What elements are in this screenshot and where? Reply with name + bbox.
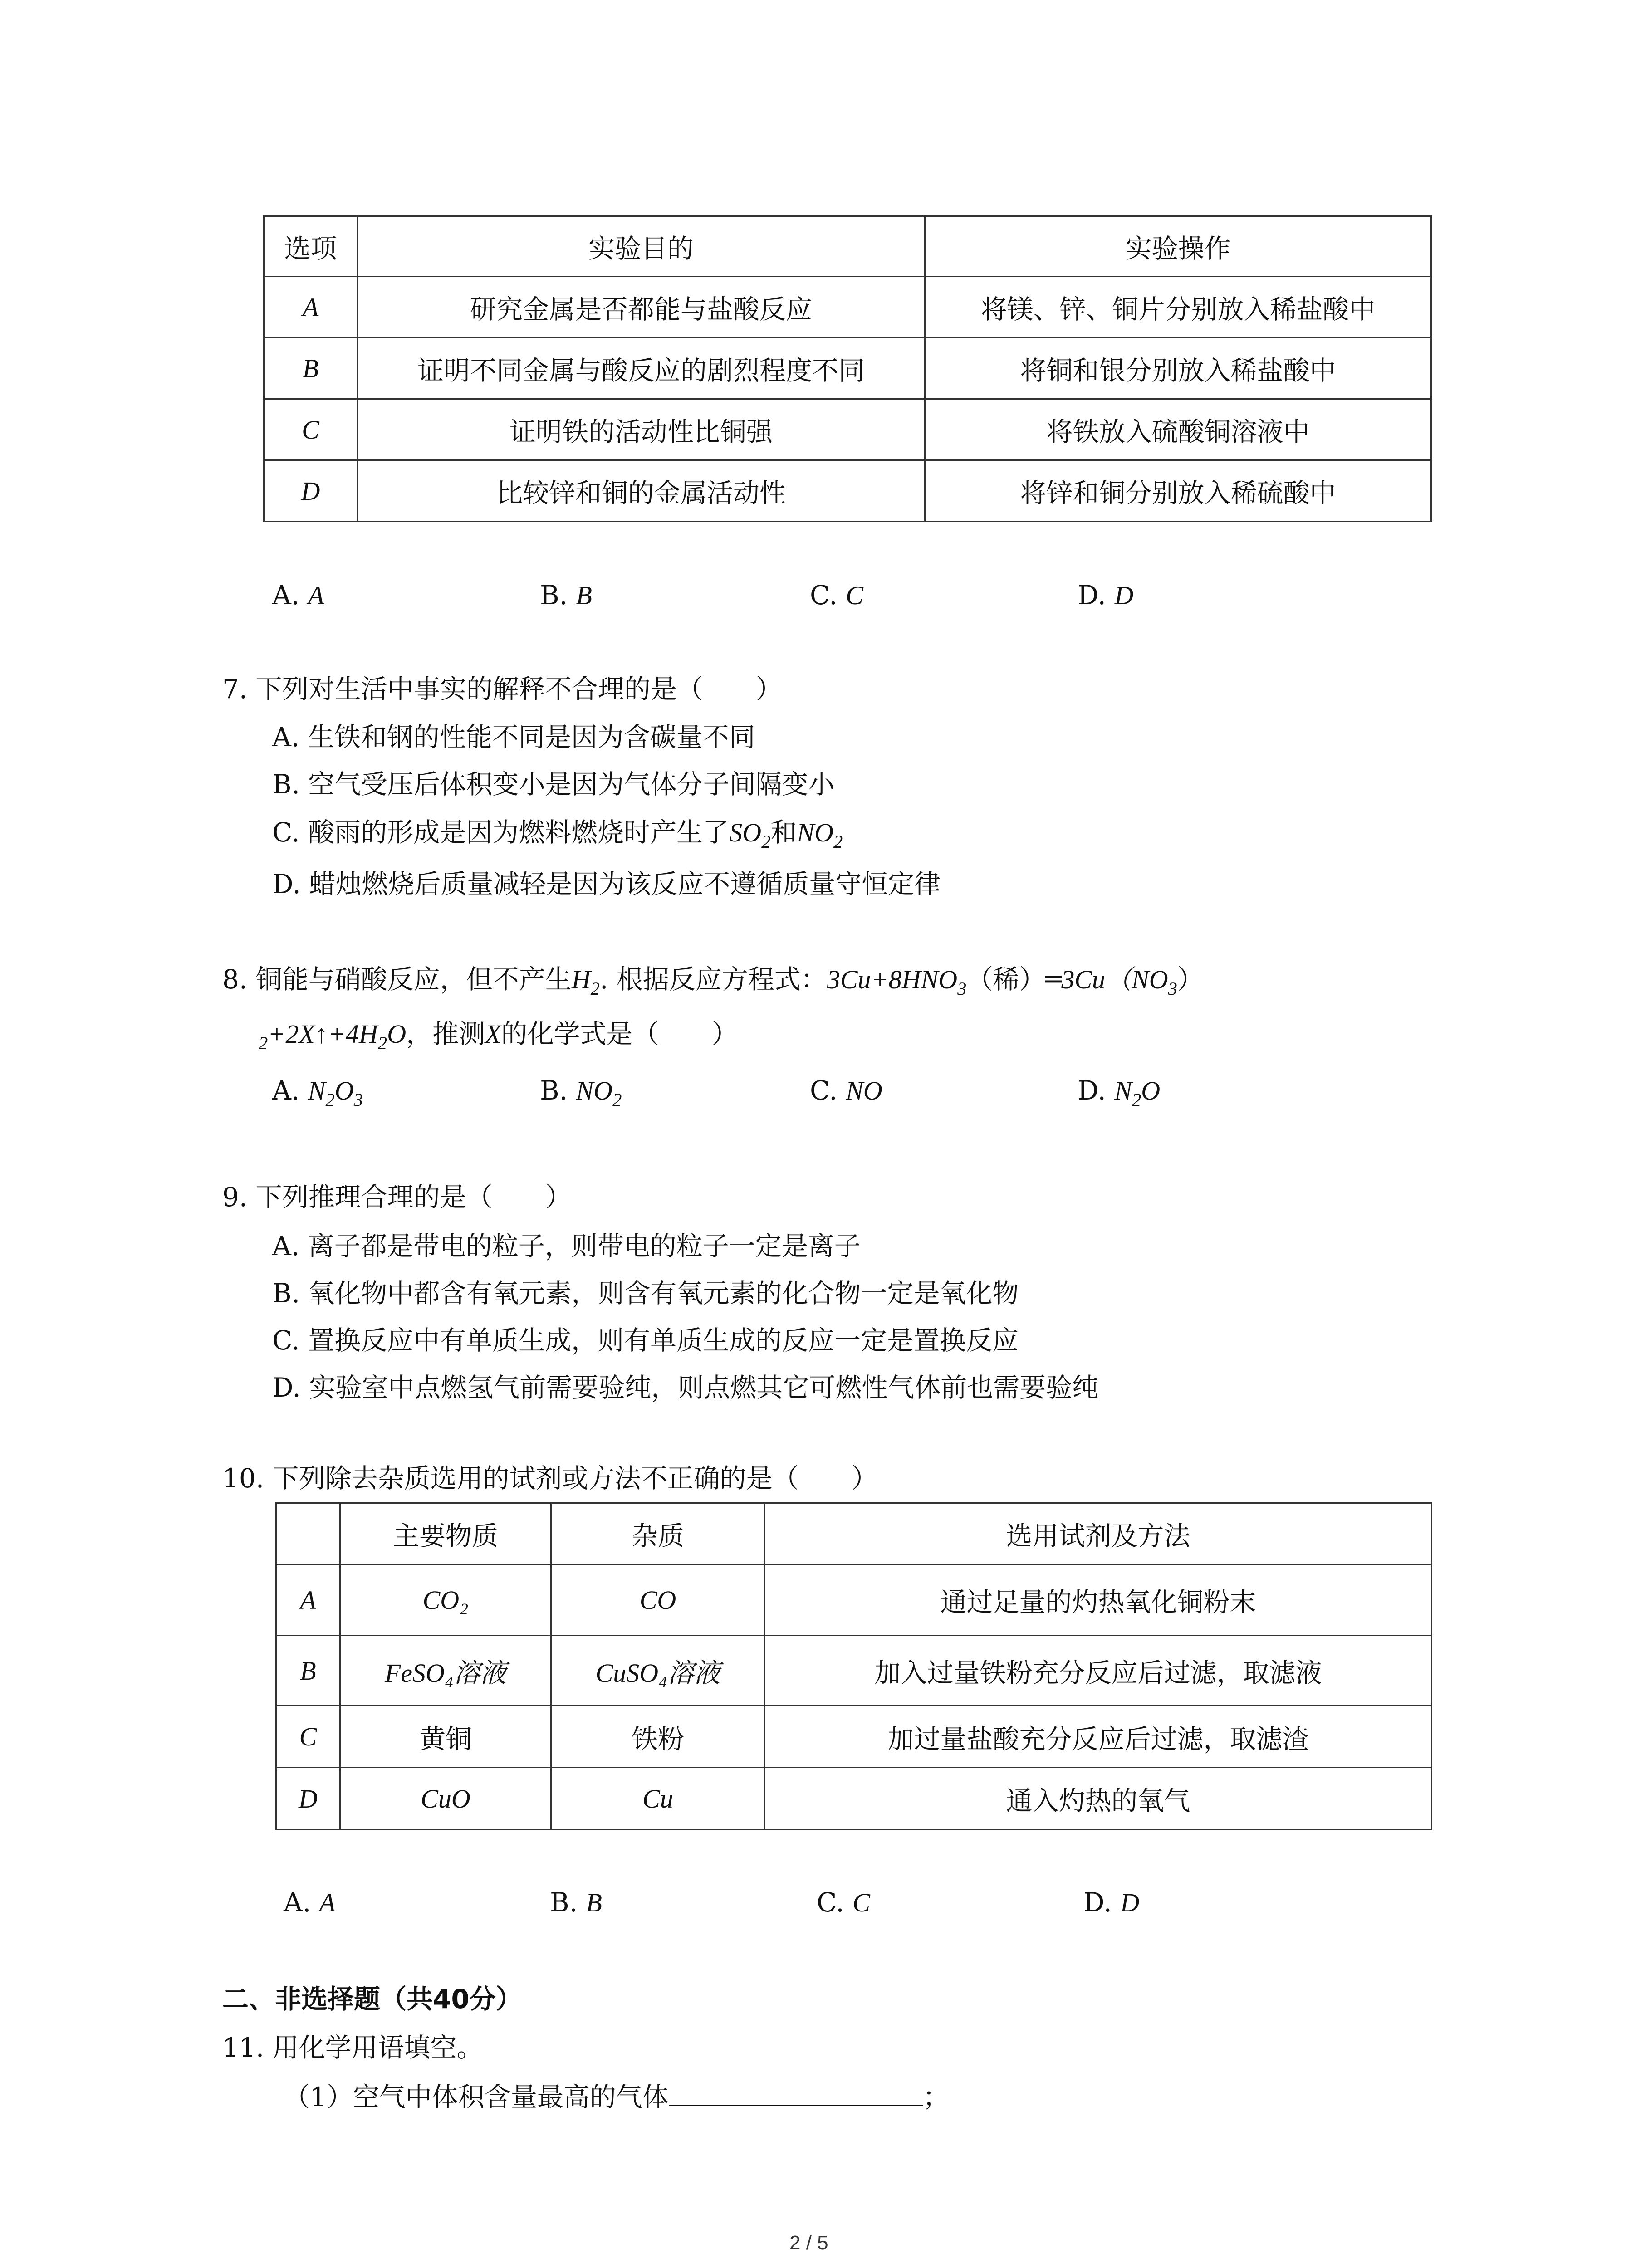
table-row — [276, 1706, 1432, 1768]
row-impurity: Cu — [551, 1768, 765, 1830]
row-key: A — [264, 277, 358, 338]
row-key: C — [276, 1706, 340, 1768]
q11-stem: 11. 用化学用语填空。 — [222, 2032, 483, 2063]
page-number: 2 / 5 — [789, 2232, 828, 2254]
row-key: A — [276, 1564, 340, 1636]
row-key: B — [276, 1636, 340, 1706]
header-main: 主要物质 — [340, 1503, 551, 1564]
header-method: 选用试剂及方法 — [765, 1503, 1432, 1564]
q10-option-c[interactable]: C. C — [817, 1887, 870, 1918]
q6-option-b[interactable]: B. B — [540, 580, 592, 611]
row-goal: 证明不同金属与酸反应的剧烈程度不同 — [358, 338, 925, 399]
q8-option-a[interactable]: A. $N_2O_3$ — [272, 1075, 363, 1110]
row-method: 加过量盐酸充分反应后过滤，取滤渣 — [765, 1706, 1432, 1768]
row-operation: 将镁、锌、铜片分别放入稀盐酸中 — [925, 277, 1431, 338]
q6-option-a[interactable]: A. A — [272, 580, 324, 611]
q9-option-a[interactable]: A. 离子都是带电的粒子，则带电的粒子一定是离子 — [272, 1231, 861, 1261]
table-row — [264, 399, 1431, 460]
row-key: B — [264, 338, 358, 399]
header-impurity: 杂质 — [551, 1503, 765, 1564]
q9-option-d[interactable]: D. 实验室中点燃氢气前需要验纯，则点燃其它可燃性气体前也需要验纯 — [272, 1372, 1099, 1403]
row-goal: 研究金属是否都能与盐酸反应 — [358, 277, 925, 338]
row-operation: 将锌和铜分别放入稀硫酸中 — [925, 460, 1431, 522]
q8-option-b[interactable]: B. $NO_2$ — [540, 1075, 622, 1110]
q6-option-c[interactable]: C. C — [810, 580, 863, 611]
row-key: D — [264, 460, 358, 522]
row-main: FeSO₄溶液 — [340, 1636, 551, 1706]
q8-line2: $_2+2X↑+4H_2O$，推测X的化学式是（ ） — [259, 1018, 738, 1054]
q7-option-b[interactable]: B. 空气受压后体积变小是因为气体分子间隔变小 — [272, 769, 835, 800]
q8-line1: 8. 铜能与硝酸反应，但不产生$H_2$. 根据反应方程式：$3Cu+8HNO_3$（稀）$═3Cu(NO_3)$ — [222, 964, 1204, 999]
row-main: CuO — [340, 1768, 551, 1830]
table-header-row — [276, 1503, 1432, 1564]
q7-option-d[interactable]: D. 蜡烛燃烧后质量减轻是因为该反应不遵循质量守恒定律 — [272, 869, 941, 899]
q8-option-c[interactable]: C. NO — [810, 1075, 882, 1106]
row-key: C — [264, 399, 358, 460]
row-main: 黄铜 — [340, 1706, 551, 1768]
row-impurity: CO — [551, 1564, 765, 1636]
table-row — [264, 338, 1431, 399]
row-method: 通入灼热的氧气 — [765, 1768, 1432, 1830]
table-row — [276, 1636, 1432, 1706]
impurity-table — [275, 1502, 1432, 1830]
q10-stem: 10. 下列除去杂质选用的试剂或方法不正确的是（ ） — [222, 1463, 878, 1494]
row-impurity: 铁粉 — [551, 1706, 765, 1768]
q11-part1: （1）空气中体积含量最高的气体 ； — [284, 2082, 949, 2112]
q7-stem: 7. 下列对生活中事实的解释不合理的是（ ） — [222, 674, 782, 704]
row-main: CO₂ — [340, 1564, 551, 1636]
table-row — [264, 460, 1431, 522]
q10-option-a[interactable]: A. A — [284, 1887, 336, 1918]
row-impurity: CuSO₄溶液 — [551, 1636, 765, 1706]
header-operation: 实验操作 — [925, 216, 1431, 277]
row-operation: 将铜和银分别放入稀盐酸中 — [925, 338, 1431, 399]
table-header-row — [264, 216, 1431, 277]
q10-option-b[interactable]: B. B — [550, 1887, 602, 1918]
row-goal: 证明铁的活动性比铜强 — [358, 399, 925, 460]
row-method: 通过足量的灼热氧化铜粉末 — [765, 1564, 1432, 1636]
header-blank — [276, 1503, 340, 1564]
q8-option-d[interactable]: D. $N_2O$ — [1078, 1075, 1161, 1110]
row-operation: 将铁放入硫酸铜溶液中 — [925, 399, 1431, 460]
q9-option-c[interactable]: C. 置换反应中有单质生成，则有单质生成的反应一定是置换反应 — [272, 1325, 1019, 1356]
q7-option-a[interactable]: A. 生铁和钢的性能不同是因为含碳量不同 — [272, 722, 755, 753]
row-goal: 比较锌和铜的金属活动性 — [358, 460, 925, 522]
section-title: 二、非选择题（共40分） — [222, 1984, 522, 2014]
table-row — [276, 1768, 1432, 1830]
q10-option-d[interactable]: D. D — [1083, 1887, 1140, 1918]
q9-stem: 9. 下列推理合理的是（ ） — [222, 1182, 572, 1212]
q7-option-c[interactable]: C. 酸雨的形成是因为燃料燃烧时产生了$SO_2$和$NO_2$ — [272, 817, 843, 852]
experiment-table — [263, 215, 1432, 522]
row-key: D — [276, 1768, 340, 1830]
header-option: 选项 — [264, 216, 358, 277]
q9-option-b[interactable]: B. 氧化物中都含有氧元素，则含有氧元素的化合物一定是氧化物 — [272, 1278, 1019, 1309]
row-method: 加入过量铁粉充分反应后过滤，取滤液 — [765, 1636, 1432, 1706]
header-goal: 实验目的 — [358, 216, 925, 277]
table-row — [276, 1564, 1432, 1636]
answer-blank[interactable] — [669, 2082, 923, 2106]
table-row — [264, 277, 1431, 338]
q6-option-d[interactable]: D. D — [1078, 580, 1134, 611]
